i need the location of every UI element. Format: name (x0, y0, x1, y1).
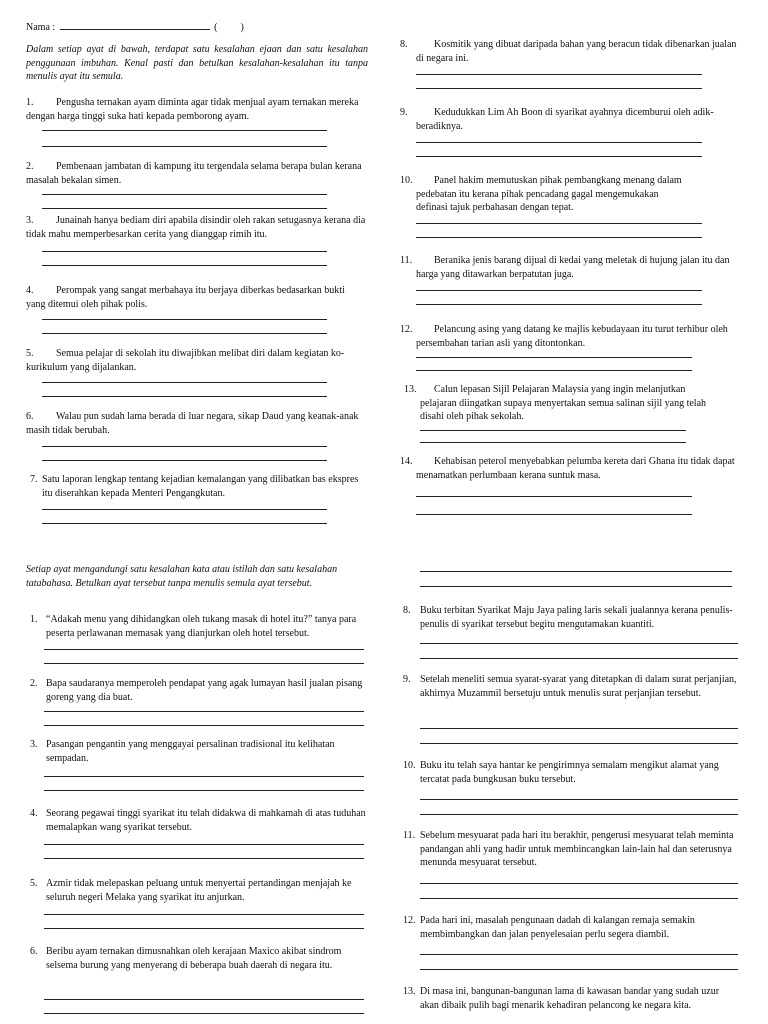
answer-line[interactable] (416, 370, 692, 371)
paren-open: ( (214, 22, 218, 33)
answer-line[interactable] (420, 430, 686, 431)
s2-question-10: 10. Buku itu telah saya hantar ke pengirimnya semalam mengikut alamat yang tercatat pada bungkusan buku tersebut. (403, 760, 719, 785)
s2-question-12: 12. Pada hari ini, masalah pengunaan dadah di kalangan remaja semakin membimbangkan dan jalan penyelesaian perlu segera diambil. (403, 915, 695, 940)
s2-question-4: 4. Seorang pegawai tinggi syarikat itu telah didakwa di mahkamah di atas tuduhan memalapkan wang syarikat tersebut. (30, 808, 366, 833)
answer-line[interactable] (44, 725, 364, 726)
section2-instruction: Setiap ayat mengandungi satu kesalahan kata atau istilah dan satu kesalahan tatabahasa. Betulkan ayat tersebut tanpa menulis semula ayat tersebut. (26, 564, 338, 589)
answer-line[interactable] (42, 396, 327, 397)
s1-question-8: 8. Kosmitik yang dibuat daripada bahan yang beracun tidak dibenarkan jualan di negara ini. (400, 39, 737, 64)
answer-line[interactable] (420, 883, 738, 884)
s2-question-2: 2. Bapa saudaranya memperoleh pendapat yang agak lumayan hasil jualan pisang goreng yang dia buat. (30, 678, 363, 703)
answer-line[interactable] (420, 814, 738, 815)
answer-line[interactable] (42, 194, 327, 195)
answer-line[interactable] (44, 928, 364, 929)
s2-question-6: 6. Beribu ayam ternakan dimusnahkan oleh kerajaan Maxico akibat sindrom selsema burung yang menyerang di beberapa buah daerah di negara itu. (30, 946, 342, 971)
answer-line[interactable] (44, 999, 364, 1000)
s2-question-1: 1. “Adakah menu yang dihidangkan oleh tukang masak di hotel itu?” tanya para peserta perlawanan memasak yang dianjurkan oleh hotel tersebut. (30, 614, 357, 639)
answer-line[interactable] (44, 844, 364, 845)
answer-line[interactable] (420, 442, 686, 443)
answer-line[interactable] (420, 658, 738, 659)
answer-line[interactable] (44, 914, 364, 915)
name-label: Nama : (26, 22, 56, 33)
s1-question-14: 14. Kehabisan peterol menyebabkan pelumba kereta dari Ghana itu tidak dapat menamatkan perlumbaan kerana suntuk masa. (400, 456, 735, 481)
s2-question-9: 9. Setelah meneliti semua syarat-syarat yang ditetapkan di dalam surat perjanjian, akhirnya Muzammil bersetuju untuk menulis surat perjanjian tersebut. (403, 674, 737, 699)
answer-line[interactable] (420, 898, 738, 899)
answer-line[interactable] (420, 728, 738, 729)
s1-question-4: 4. Perompak yang sangat merbahaya itu berjaya diberkas bedasarkan bukti yang ditemui oleh pihak polis. (26, 285, 345, 310)
answer-line[interactable] (44, 663, 364, 664)
answer-line[interactable] (42, 146, 327, 147)
answer-line[interactable] (42, 509, 327, 510)
answer-line[interactable] (42, 523, 327, 524)
s1-question-6: 6. Walau pun sudah lama berada di luar negara, sikap Daud yang keanak-anak masih tidak berubah. (26, 411, 359, 436)
answer-line[interactable] (44, 776, 364, 777)
s2-question-3: 3. Pasangan pengantin yang menggayai persalinan tradisional itu kelihatan sempadan. (30, 739, 335, 764)
answer-line[interactable] (42, 265, 327, 266)
answer-line[interactable] (416, 290, 702, 291)
s1-question-7: 7. Satu laporan lengkap tentang kejadian kemalangan yang dilibatkan bas ekspres itu diserahkan kepada Menteri Pengangkutan. (30, 474, 359, 499)
answer-line[interactable] (44, 1013, 364, 1014)
s1-question-2: 2. Pembenaan jambatan di kampung itu tergendala selama berapa bulan kerana masalah bekalan simen. (26, 161, 362, 186)
name-field-row (26, 20, 366, 35)
answer-line[interactable] (416, 156, 702, 157)
answer-line[interactable] (420, 743, 738, 744)
answer-line[interactable] (420, 969, 738, 970)
answer-line[interactable] (44, 649, 364, 650)
answer-line[interactable] (42, 130, 327, 131)
s1-question-13: 13. Calun lepasan Sijil Pelajaran Malaysia yang ingin melanjutkan pelajaran diingatkan supaya menyertakan semua salinan sijil yang telah disahi oleh pihak sekolah. (404, 384, 707, 422)
answer-line[interactable] (420, 954, 738, 955)
answer-line[interactable] (416, 357, 692, 358)
s2-question-11: 11. Sebelum mesyuarat pada hari itu berakhir, pengerusi mesyuarat telah meminta pandangan ahli yang hadir untuk membincangkan lain-lain hal dan seterusnya menunda mesyuarat tersebut. (403, 830, 734, 868)
s2-question-8: 8. Buku terbitan Syarikat Maju Jaya paling laris sekali jualannya kerana penulis-penulis di syarikat tersebut begitu mengutamakan kuantiti. (403, 605, 733, 630)
s1-question-1: 1. Pengusha ternakan ayam diminta agar tidak menjual ayam ternakan mereka dengan harga tinggi suka hati kepada pemborong ayam. (26, 97, 359, 122)
answer-line[interactable] (416, 496, 692, 497)
answer-line[interactable] (44, 711, 364, 712)
answer-line[interactable] (42, 446, 327, 447)
s1-question-12: 12. Pelancung asing yang datang ke majlis kebudayaan itu turut terhibur oleh persembahan tarian asli yang ditontonkan. (400, 324, 728, 349)
s1-question-11: 11. Beranika jenis barang dijual di kedai yang meletak di hujung jalan itu dan harga yang ditawarkan berpatutan juga. (400, 255, 730, 280)
answer-line[interactable] (416, 514, 692, 515)
answer-line[interactable] (416, 304, 702, 305)
answer-line[interactable] (416, 74, 702, 75)
answer-line[interactable] (44, 858, 364, 859)
paren-close: ) (240, 22, 244, 33)
answer-line[interactable] (42, 319, 327, 320)
s1-question-10: 10. Panel hakim memutuskan pihak pembangkang menang dalam pedebatan itu kerana pihak pencadang gagal mengemukakan definasi tajuk perbahasan dengan tepat. (400, 175, 682, 213)
answer-line[interactable] (42, 382, 327, 383)
answer-line[interactable] (44, 790, 364, 791)
answer-line[interactable] (420, 586, 732, 587)
s1-question-3: 3. Junainah hanya bediam diri apabila disindir oleh rakan setugasnya kerana dia tidak mahu memperbesarkan cerita yang dianggap rimih itu. (26, 215, 366, 240)
answer-line[interactable] (420, 799, 738, 800)
name-input-line[interactable] (60, 20, 210, 30)
answer-line[interactable] (420, 571, 732, 572)
answer-line[interactable] (416, 223, 702, 224)
answer-line[interactable] (42, 251, 327, 252)
s2-question-13: 13. Di masa ini, bangunan-bangunan lama di kawasan bandar yang sudah uzur akan dibaik pulih bagi menarik kehadiran pelancong ke negara kita. (403, 986, 720, 1011)
answer-line[interactable] (42, 460, 327, 461)
answer-line[interactable] (416, 88, 702, 89)
answer-line[interactable] (416, 142, 702, 143)
s2-question-5: 5. Azmir tidak melepaskan peluang untuk menyertai pertandingan menjajah ke seluruh negeri Melaka yang syarikat itu anjurkan. (30, 878, 352, 903)
answer-line[interactable] (420, 643, 738, 644)
s1-question-9: 9. Kedudukkan Lim Ah Boon di syarikat ayahnya dicemburui oleh adik-beradiknya. (400, 107, 714, 132)
section1-instruction: Dalam setiap ayat di bawah, terdapat satu kesalahan ejaan dan satu kesalahan penggunaan imbuhan. Kenal pasti dan betulkan kesalahan-kesalahan itu tanpa menulis ayat itu semula. (26, 44, 368, 82)
answer-line[interactable] (42, 333, 327, 334)
s1-question-5: 5. Semua pelajar di sekolah itu diwajibkan melibat diri dalam kegiatan ko-kurikulum yang dijalankan. (26, 348, 345, 373)
answer-line[interactable] (42, 208, 327, 209)
answer-line[interactable] (416, 237, 702, 238)
